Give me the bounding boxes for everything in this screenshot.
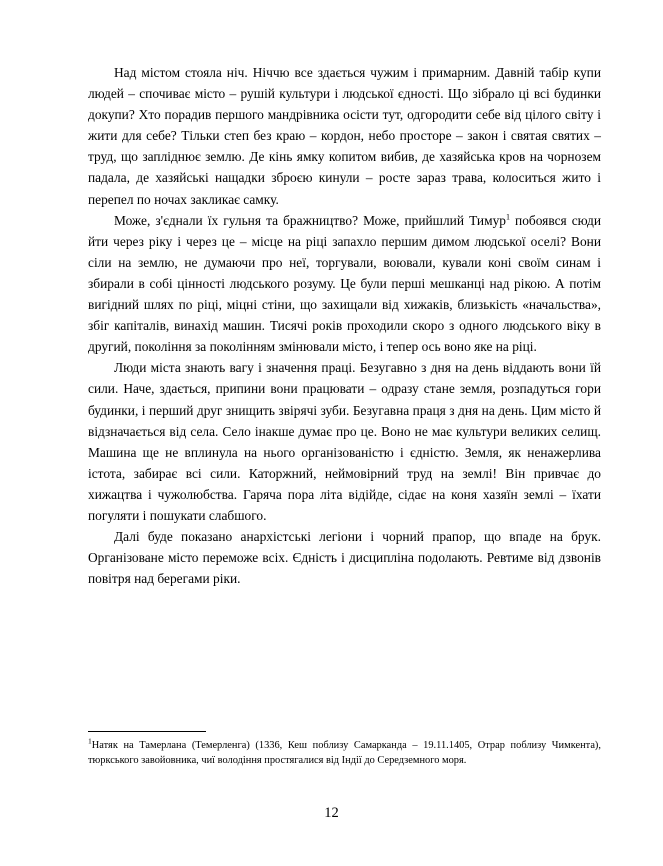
footnote-separator-rule xyxy=(88,731,206,732)
paragraph-2-text: Може, з'єднали їх гульня та бражництво? Може, прийшлий Тимур$^1$ побоявся сюди йти через ріку і через це – місце на ріці запахло першим димом людської оселі? Вони сіли на землю, не думаючи про неї, торгували, воювали, кували коні своїм синам і збирали в собі цінності людського розуму. Це були перші мешканці над рікою. А потім вигідний шлях по ріці, міцні стіни, що захищали від хижаків, близькість «начальства», збіг капіталів, винахід машин. Тисячі років проходили скоро з одного людського віку в другий, покоління за поколінням змінювали місто, і тепер ось воно яке на ріці. xyxy=(88,212,601,355)
footnote-entry xyxy=(88,738,601,768)
footnote-reference: 1 xyxy=(505,212,510,222)
page-number: 12 xyxy=(324,805,339,821)
paragraph-4: Далі буде показано анархістські легіони і чорний прапор, що впаде на брук. Організоване місто переможе всіх. Єдність і дисципліна подолають. Ревтиме від дзвонів повітря над берегами ріки. xyxy=(88,529,601,587)
body-text-block xyxy=(88,62,601,589)
footnote-body: Натяк на Тамерлана (Темерленга) (1336, Кеш поблизу Самарканда – 19.11.1405, Отрар поблизу Чимкента), тюркського завойовника, чиї володіння простягалися від Індії до Середземного моря. xyxy=(88,740,601,767)
paragraph-3: Люди міста знають вагу і значення праці. Безугавно з дня на день віддають вони їй сили. Наче, здається, припини вони працювати – одразу стане земля, розпадуться гори будинки, і перший друг знищить звірячі зуби. Безугавна праця з дня на день. Цим місто й відзначається від села. Село інакше думає про це. Воно не має культури великих селищ. Машина ще не вплинула на нього організованістю і єдністю. Земля, як ненажерлива істота, забирає всі сили. Каторжний, неймовірний труд на землі! Він привчає до хижацтва і чужолюбства. Гаряча пора літа відійде, сідає на коня хазяїн землі – їхати погуляти і пошукати слабшого. xyxy=(88,360,601,523)
paragraph-2 xyxy=(88,210,601,358)
footnote-marker: 1 xyxy=(88,736,92,746)
paragraph-1: Над містом стояла ніч. Ніччю все здається чужим і примарним. Давній табір купи людей – спочиває місто – рушій культури і людської єдності. Що зібрало ці всі будинки докупи? Хто порадив першого мандрівника осісти тут, одгородити себе від цілого світу і жити для себе? Тільки степ без краю – кордон, небо просторе – закон і святая святих – труд, що запліднює землю. Де кінь ямку копитом вибив, де хазяйська кров на чорнозем падала, де хазяйські нащадки зброєю кинули – росте зараз трава, колоситься жито і перепел по ночах закликає самку. xyxy=(88,65,601,207)
footnote-area xyxy=(88,731,601,768)
